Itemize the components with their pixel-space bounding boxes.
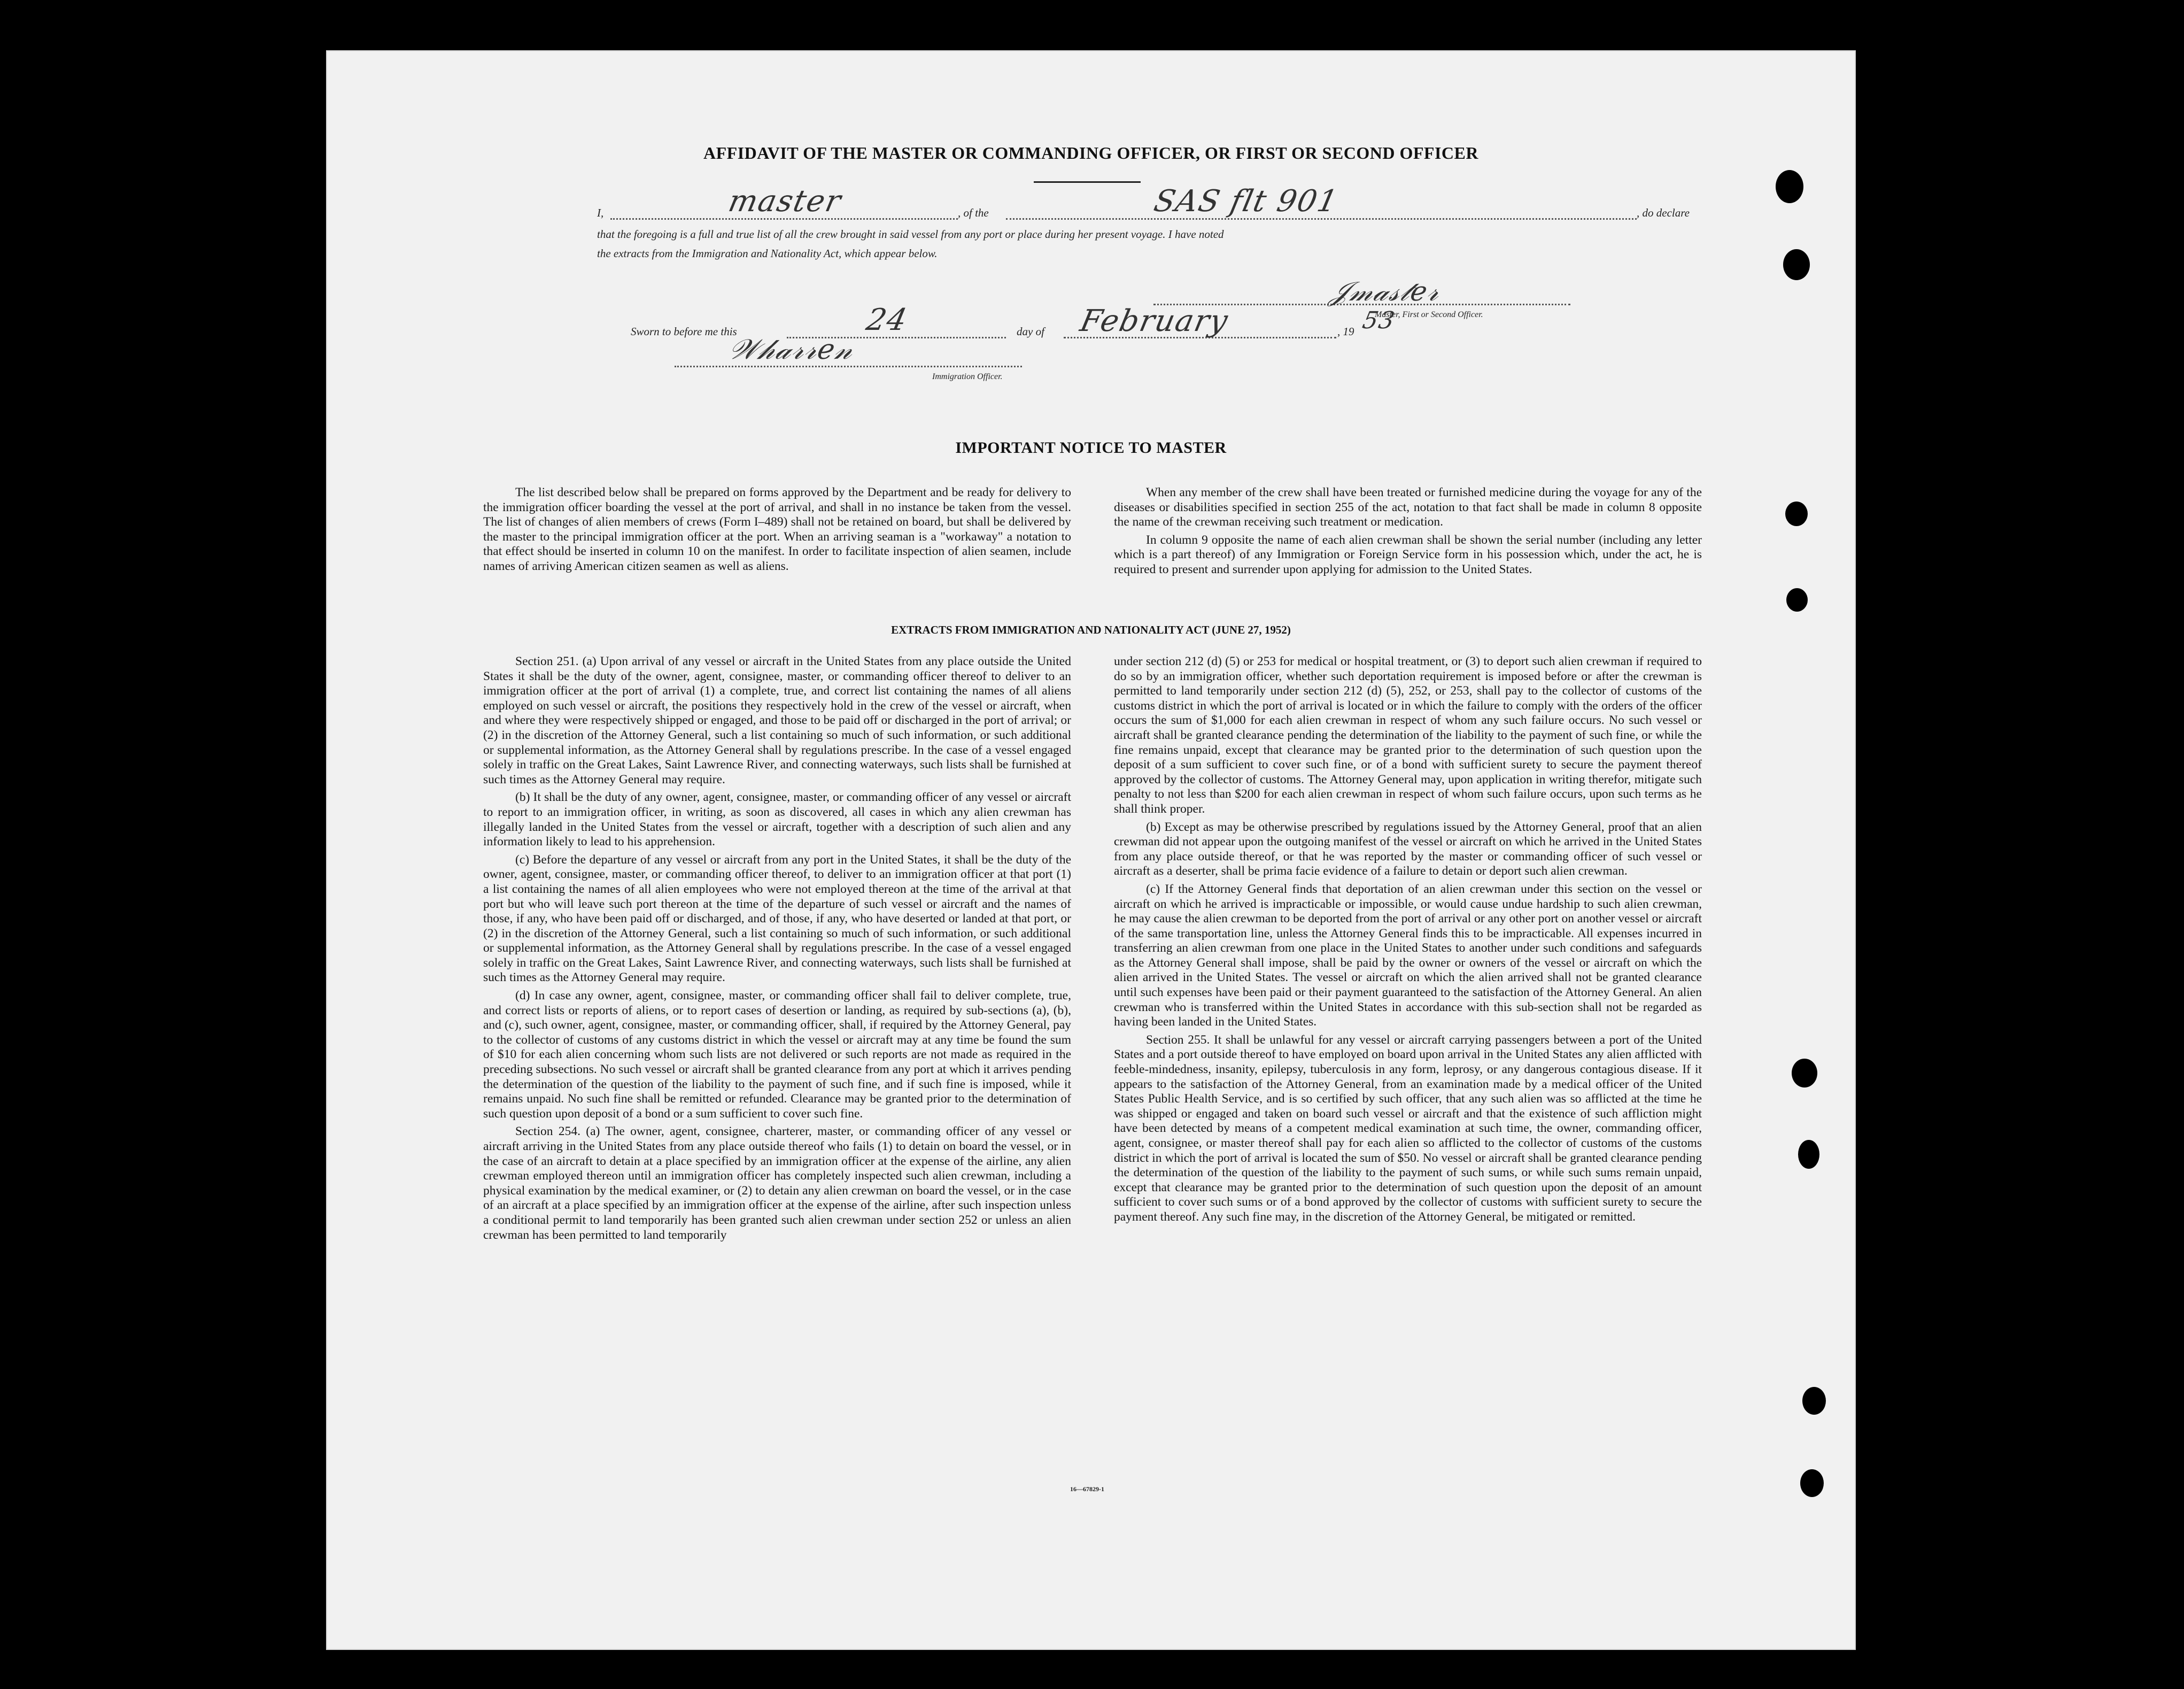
binder-hole — [1798, 1140, 1819, 1169]
extracts-title: EXTRACTS FROM IMMIGRATION AND NATIONALITY ACT (JUNE 27, 1952) — [891, 623, 1291, 636]
binder-hole — [1783, 249, 1810, 280]
binder-hole — [1800, 1469, 1824, 1497]
declaration-line-2: that the foregoing is a full and true list of all the crew brought in said vessel from any port or place during her present voyage. I have noted — [597, 228, 1224, 241]
binder-hole — [1776, 170, 1803, 203]
notice-title: IMPORTANT NOTICE TO MASTER — [955, 439, 1227, 457]
extracts-right-column — [1114, 654, 1702, 1228]
section-254a-continued: under section 212 (d) (5) or 253 for medical or hospital treatment, or (3) to deport such alien crewman if required to do so by an immigration officer, whether such deportation requirement is imposed before or after the crewman is permitted to land temporarily under section 212 (d) (5), 252, or 253, shall pay to the collector of customs of the customs district in which the port of arrival is located or in which the failure to comply with the orders of the officer occurs the sum of $1,000 for each alien crewman in respect of whom any such failure occurs. No such vessel or aircraft shall be granted clearance pending the determination of the liability to the payment of such fine, or while the fine remains unpaid, except that clearance may be granted prior to the determination of such question upon the deposit of a sum sufficient to cover such fine, or of a bond with sufficient surety to secure the payment thereof approved by the collector of customs. The Attorney General may, upon application in writing therefor, mitigate such penalty to not less than $200 for each alien crewman in respect of whom such failure occurs, upon such terms as he shall think proper. — [1114, 654, 1702, 816]
name-handwritten: master — [725, 184, 845, 219]
month-handwritten: February — [1077, 304, 1232, 338]
section-251d: (d) In case any owner, agent, consignee, master, or commanding officer shall fail to deliver complete, true, and correct lists or reports of aliens, or to report cases of desertion or landing, as required by sub-sections (a), (b), and (c), such owner, agent, consignee, master, or commanding officer, shall, if required by the Attorney General, pay to the collector of customs of any customs district in which the vessel or aircraft may at any time be found the sum of $10 for each alien concerning whom such lists are not delivered or such reports are not made as required in the preceding subsections. No such vessel or aircraft shall be granted clearance from any port at which it arrives pending the determination of the question of the liability to the payment of such fine, and if such fine is imposed, while it remains unpaid. No such fine shall be remitted or refunded. Clearance may be granted prior to the determination of such question upon deposit of a bond or a sum sufficient to cover such fine. — [483, 989, 1071, 1121]
notice-right-text-1: When any member of the crew shall have been treated or furnished medicine during the voyage for any of the diseases or disabilities specified in section 255 of the act, notation to that fact shall be made in column 8 opposite the name of the crewman receiving such treatment or medication. — [1114, 485, 1702, 529]
notice-left-paragraph — [483, 485, 1071, 577]
binder-hole — [1786, 588, 1808, 612]
notice-right-column — [1114, 485, 1702, 581]
document-page — [327, 51, 1855, 1649]
title-rule — [1034, 181, 1141, 183]
sworn-label: Sworn to before me this — [631, 325, 737, 338]
notice-left-text: The list described below shall be prepared on forms approved by the Department and be ready for delivery to the immigration officer boarding the vessel at the port of arrival, and shall in no instance be taken from the vessel. The list of changes of alien members of crews (Form I–489) shall not be retained on board, but shall be delivered by the master to the principal immigration officer at the port. When an arriving seaman is a "workaway" a notation to that effect should be inserted in column 10 on the manifest. In order to facilitate inspection of alien seamen, include names of arriving American citizen seamen as well as aliens. — [483, 485, 1071, 573]
form-number: 16—67829-1 — [1070, 1485, 1104, 1493]
year-handwritten: 53 — [1360, 307, 1398, 334]
master-caption: Master, First or Second Officer. — [1375, 310, 1483, 319]
year-prefix: , 19 — [1337, 325, 1354, 338]
section-254a: Section 254. (a) The owner, agent, consignee, charterer, master, or commanding officer of any vessel or aircraft arriving in the United States from any place outside thereof who fails (1) to detain on board the vessel, or in the case of an aircraft to detain at a place specified by an immigration officer at the expense of the airline, any alien crewman employed thereon until an immigration officer has completely inspected such alien crewman, including a physical examination by the medical examiner, or (2) to detain any alien crewman on board the vessel, or in the case of an aircraft at a place specified by an immigration officer at the expense of the airline, after such inspection unless a conditional permit to land temporarily has been granted such alien crewman under section 252 or unless an alien crewman has been permitted to land temporarily — [483, 1124, 1071, 1242]
day-of-label: day of — [1017, 325, 1044, 338]
binder-hole — [1792, 1059, 1817, 1088]
section-254b: (b) Except as may be otherwise prescribed by regulations issued by the Attorney General, proof that an alien crewman did not appear upon the outgoing manifest of the vessel or aircraft on which he arrived in the United States from any place outside thereof, or that he was reported by the master or commanding officer of such vessel or aircraft as a deserter, shall be prima facie evidence of a failure to detain or deport such alien crewman. — [1114, 820, 1702, 878]
day-handwritten: 24 — [863, 303, 911, 337]
section-254c: (c) If the Attorney General finds that deportation of an alien crewman under this section on the vessel or aircraft on which he arrived is impracticable or impossible, or would cause undue hardship to such alien crewman, he may cause the alien crewman to be deported from the port of arrival or any other port on another vessel or aircraft of the same transportation line, unless the Attorney General finds this to be impracticable. All expenses incurred in transferring an alien crewman from one place in the United States to another under such conditions and safeguards as the Attorney General shall impose, shall be paid by the owner or owners of the vessel or aircraft on which the alien arrived in the United States. The vessel or aircraft on which the alien arrived shall not be granted clearance until such expenses have been paid or their payment guaranteed to the satisfaction of the Attorney General. An alien crewman who is transferred within the United States in accordance with this sub-section shall not be regarded as having been landed in the United States. — [1114, 882, 1702, 1029]
i-label: I, — [597, 206, 604, 219]
declaration-line-3: the extracts from the Immigration and Nationality Act, which appear below. — [597, 247, 938, 260]
affidavit-title: AFFIDAVIT OF THE MASTER OR COMMANDING OFFICER, OR FIRST OR SECOND OFFICER — [703, 143, 1478, 163]
immigration-signature: 𝒲𝒽𝒶𝓇𝓇𝑒𝓃 — [725, 334, 857, 366]
binder-hole — [1785, 502, 1808, 526]
notice-right-text-2: In column 9 opposite the name of each alien crewman shall be shown the serial number (including any letter which is a part thereof) of any Immigration or Foreign Service form in his possession which, under the act, he is required to present and surrender upon applying for admission to the United States. — [1114, 533, 1702, 576]
section-251a: Section 251. (a) Upon arrival of any vessel or aircraft in the United States from any place outside the United States it shall be the duty of the owner, agent, consignee, master, or commanding officer thereof to deliver to an immigration officer at the port of arrival (1) a complete, true, and correct list containing the names of all aliens employed on such vessel or aircraft, the positions they respectively hold in the crew of the vessel or aircraft, when and where they were respectively shipped or engaged, and those to be paid off or discharged in the port of arrival; or (2) in the discretion of the Attorney General, such a list containing so much of such information, or such additional or supplemental information, as the Attorney General shall by regulations prescribe. In the case of a vessel engaged solely in traffic on the Great Lakes, Saint Lawrence River, and connecting waterways, such lists shall be furnished at such times as the Attorney General may require. — [483, 654, 1071, 786]
section-251b: (b) It shall be the duty of any owner, agent, consignee, master, or commanding officer of any vessel or aircraft to report to an immigration officer, in writing, as soon as discovered, all cases in which any alien crewman has illegally landed in the United States from the vessel or aircraft, together with a description of such alien and any information likely to lead to his apprehension. — [483, 790, 1071, 849]
master-signature: 𝒥𝓂𝒶𝓈𝓉𝑒𝓇 — [1327, 276, 1444, 307]
section-255: Section 255. It shall be unlawful for any vessel or aircraft carrying passengers between a port of the United States and a port outside thereof to have employed on board upon arrival in the United States any alien afflicted with feeble-mindedness, insanity, epilepsy, tuberculosis in any form, leprosy, or any dangerous contagious disease. If it appears to the satisfaction of the Attorney General, from an examination made by a medical officer of the United States Public Health Service, and is so certified by such officer, that any such alien was so afflicted at the time he was shipped or engaged and taken on board such vessel or aircraft and that the existence of such affliction might have been detected by means of a competent medical examination at such time, the owner, commanding officer, agent, consignee, or master thereof shall pay for each alien so afflicted to the collector of customs of the customs district in which the port of arrival is located the sum of $50. No vessel or aircraft shall be granted clearance pending the determination of the question of the liability to the payment of such sums, or while such sums remain unpaid, except that clearance may be granted prior to the determination of such question upon the deposit of an amount sufficient to cover such sums or of a bond approved by the collector of customs with sufficient surety to secure the payment thereof. Any such fine may, in the discretion of the Attorney General, be mitigated or remitted. — [1114, 1032, 1702, 1224]
extracts-left-column — [483, 654, 1071, 1246]
do-declare-label: , do declare — [1637, 206, 1690, 219]
immigration-caption: Immigration Officer. — [932, 372, 1003, 381]
section-251c: (c) Before the departure of any vessel or aircraft from any port in the United States, it shall be the duty of the owner, agent, consignee, master, or commanding officer thereof, to deliver to an immigration officer at that port (1) a list containing the names of all alien employees who were not employed thereon at the time of the arrival at that port but who will leave such port thereon at the time of the departure of such vessel or aircraft and the names of those, if any, who have been paid off or discharged, and of those, if any, who have deserted or landed at that port, or (2) in the discretion of the Attorney General, such a list containing so much of such information, or such additional or supplemental information, as the Attorney General shall by regulations prescribe. In the case of a vessel engaged solely in traffic on the Great Lakes, Saint Lawrence River, and connecting waterways, such lists shall be furnished at such times as the Attorney General may require. — [483, 852, 1071, 985]
vessel-handwritten: SAS flt 901 — [1151, 184, 1342, 219]
of-the-label: , of the — [958, 206, 989, 219]
binder-hole — [1802, 1387, 1826, 1415]
